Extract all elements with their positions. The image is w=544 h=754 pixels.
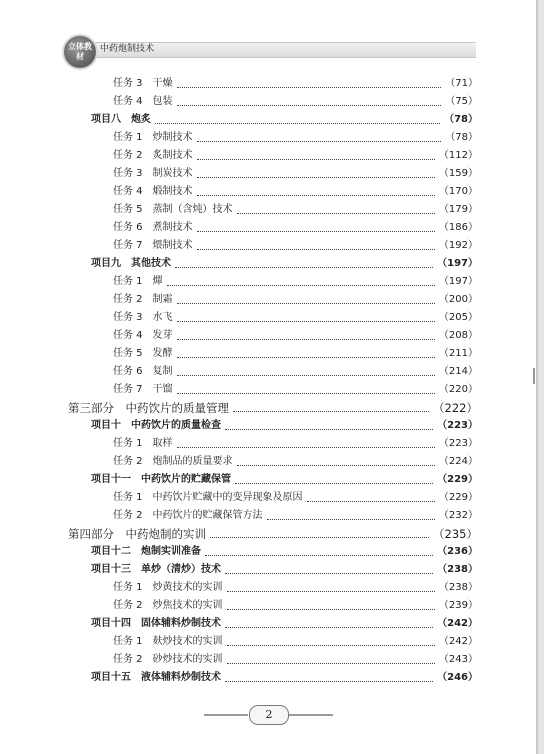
toc-entry-page: （224） [438,456,478,467]
toc-entry-title: 任务 1 炒制技术 [113,132,193,143]
dot-leader [210,536,429,538]
toc-entry[interactable] [113,129,478,147]
badge-text: 立体教材 [68,42,92,61]
dot-leader [177,302,435,304]
toc-entry[interactable] [113,183,478,201]
dot-leader [177,86,442,88]
toc-entry-page: （238） [437,564,478,575]
toc-entry[interactable] [113,201,478,219]
toc-entry-page: （242） [437,618,478,629]
footer-ornament-left [204,714,248,716]
toc-entry-page: （186） [438,222,478,233]
dot-leader [177,338,435,340]
dot-leader [177,320,435,322]
dot-leader [225,626,433,628]
toc-entry-title: 项目十三 单炒（清炒）技术 [91,564,221,575]
dot-leader [177,356,435,358]
toc-entry[interactable] [91,111,478,129]
toc-entry[interactable] [113,489,478,507]
toc-entry-title: 任务 3 制炭技术 [113,168,193,179]
dot-leader [233,410,429,412]
dot-leader [167,284,435,286]
dot-leader [197,158,435,160]
toc-entry[interactable] [113,75,478,93]
toc-entry[interactable] [91,471,478,489]
toc-entry-title: 第三部分 中药饮片的质量管理 [68,401,229,415]
toc-entry-page: （239） [438,600,478,611]
toc-entry-page: （208） [438,330,478,341]
toc-entry[interactable] [113,309,478,327]
dot-leader [237,212,435,214]
dot-leader [197,230,435,232]
dot-leader [177,374,435,376]
dot-leader [307,500,435,502]
toc-entry-title: 任务 2 砂炒技术的实训 [113,654,223,665]
toc-entry-title: 任务 7 干馏 [113,384,173,395]
toc-entry-page: （200） [438,294,478,305]
toc-entry-title: 任务 2 炮制品的质量要求 [113,456,233,467]
toc-entry[interactable] [113,327,478,345]
toc-entry-page: （78） [444,114,478,125]
dot-leader [237,464,435,466]
dot-leader [155,122,440,124]
toc-entry-page: （214） [438,366,478,377]
toc-entry-page: （236） [437,546,478,557]
toc-entry-title: 项目十五 液体辅料炒制技术 [91,672,221,683]
toc-entry[interactable] [113,345,478,363]
toc-entry[interactable] [113,93,478,111]
dot-leader [205,554,433,556]
toc-entry-page: （205） [438,312,478,323]
toc-entry-page: （78） [445,132,478,143]
page-footer [0,700,536,730]
toc-entry-page: （223） [438,438,478,449]
page-header [0,0,536,66]
toc-entry-title: 任务 2 中药饮片的贮藏保管方法 [113,510,263,521]
toc-entry-page: （220） [438,384,478,395]
dot-leader [227,608,435,610]
toc-entry[interactable] [113,651,478,669]
dot-leader [227,590,435,592]
dot-leader [225,428,433,430]
toc-entry-title: 任务 1 麸炒技术的实训 [113,636,223,647]
toc-entry[interactable] [113,273,478,291]
toc-entry-title: 任务 2 制霜 [113,294,173,305]
toc-entry-title: 任务 5 蒸制（含炖）技术 [113,204,233,215]
toc-entry[interactable] [113,381,478,399]
toc-entry-title: 项目十一 中药饮片的贮藏保管 [91,474,231,485]
dot-leader [177,446,435,448]
toc-entry-page: （197） [437,258,478,269]
toc-entry-page: （246） [437,672,478,683]
toc-entry-page: （192） [438,240,478,251]
toc-entry-page: （235） [433,527,478,541]
page-number: 2 [249,705,289,725]
toc-entry-page: （112） [438,150,478,161]
toc-entry[interactable] [68,525,478,543]
dot-leader [175,266,433,268]
toc-entry-page: （223） [437,420,478,431]
dot-leader [227,644,435,646]
dot-leader [197,140,442,142]
toc-entry-page: （179） [438,204,478,215]
toc-entry-title: 任务 6 复制 [113,366,173,377]
toc-entry-title: 任务 1 炒黄技术的实训 [113,582,223,593]
dot-leader [197,248,435,250]
toc-entry-page: （232） [438,510,478,521]
toc-entry-page: （159） [438,168,478,179]
toc-entry-page: （211） [438,348,478,359]
toc-entry[interactable] [91,543,478,561]
dot-leader [177,104,442,106]
toc-entry[interactable] [68,399,478,417]
toc-entry[interactable] [91,255,478,273]
toc-entry[interactable] [113,579,478,597]
series-badge-icon [64,36,96,68]
toc-entry-title: 任务 1 燀 [113,276,163,287]
dot-leader [235,482,433,484]
toc-entry-title: 任务 4 包装 [113,96,173,107]
toc-entry-title: 任务 2 炒焦技术的实训 [113,600,223,611]
toc-entry[interactable] [91,417,478,435]
toc-entry[interactable] [91,561,478,579]
toc-entry-title: 任务 1 取样 [113,438,173,449]
dot-leader [267,518,435,520]
toc-entry[interactable] [113,165,478,183]
toc-entry[interactable] [113,597,478,615]
dot-leader [197,176,435,178]
toc-entry[interactable] [113,453,478,471]
toc-entry-page: （170） [438,186,478,197]
toc-entry[interactable] [113,363,478,381]
dot-leader [227,662,435,664]
toc-entry-title: 任务 7 煨制技术 [113,240,193,251]
page-edge-mark [533,368,535,384]
toc-entry-title: 项目十 中药饮片的质量检查 [91,420,221,431]
footer-ornament-right [289,714,333,716]
dot-leader [197,194,435,196]
toc-entry-title: 任务 5 发酵 [113,348,173,359]
toc-entry[interactable] [113,291,478,309]
toc-entry-title: 任务 3 干燥 [113,78,173,89]
toc-entry-title: 项目十四 固体辅料炒制技术 [91,618,221,629]
toc-entry-page: （229） [437,474,478,485]
toc-entry-title: 任务 1 中药饮片贮藏中的变异现象及原因 [113,492,303,503]
toc-entry-page: （238） [438,582,478,593]
toc-entry-page: （75） [445,96,478,107]
toc-entry[interactable] [113,633,478,651]
toc-entry[interactable] [91,615,478,633]
toc-entry-page: （243） [438,654,478,665]
toc-entry-title: 任务 4 煅制技术 [113,186,193,197]
toc-entry[interactable] [113,219,478,237]
dot-leader [177,392,435,394]
toc-entry-title: 任务 6 煮制技术 [113,222,193,233]
toc-entry-page: （71） [445,78,478,89]
toc-entry-page: （242） [438,636,478,647]
toc-entry-title: 任务 3 水飞 [113,312,173,323]
toc-entry-title: 项目十二 炮制实训准备 [91,546,201,557]
toc-entry-title: 任务 2 炙制技术 [113,150,193,161]
toc-entry-page: （229） [438,492,478,503]
toc-entry-title: 项目八 炮炙 [91,114,151,125]
toc-entry-page: （222） [433,401,478,415]
book-title: 中药炮制技术 [100,44,155,54]
toc-entry-title: 第四部分 中药炮制的实训 [68,527,206,541]
toc-entry-page: （197） [438,276,478,287]
dot-leader [225,572,433,574]
toc-entry-title: 任务 4 发芽 [113,330,173,341]
toc-entry[interactable] [113,237,478,255]
toc-entry[interactable] [113,507,478,525]
toc-entry-title: 项目九 其他技术 [91,258,171,269]
toc-entry[interactable] [91,669,478,687]
toc-entry[interactable] [113,435,478,453]
dot-leader [225,680,433,682]
toc-entry[interactable] [113,147,478,165]
